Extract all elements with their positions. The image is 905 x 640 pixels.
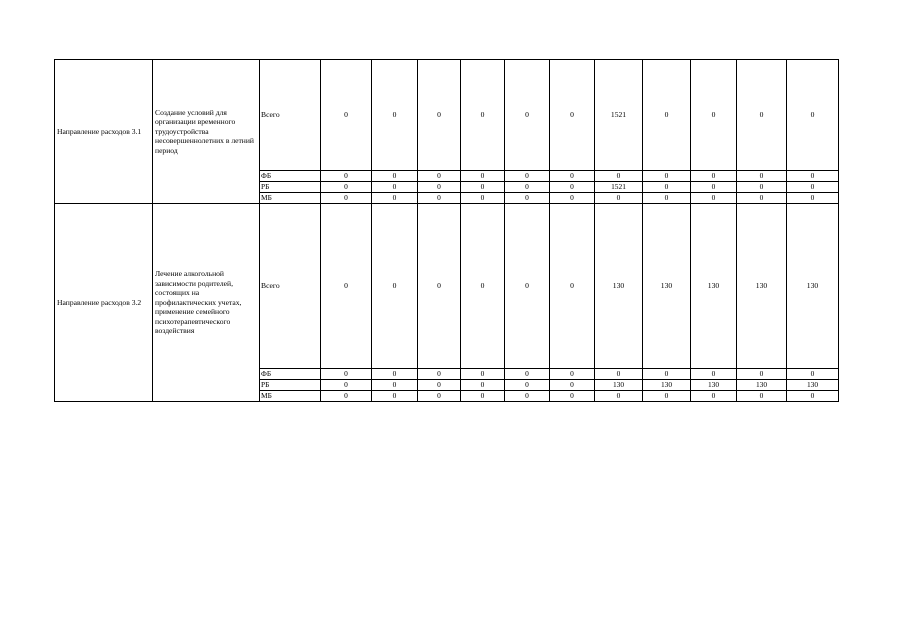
- amount-cell: 0: [691, 171, 737, 182]
- amount-cell: 0: [321, 182, 372, 193]
- budget-table-body: [55, 60, 839, 402]
- amount-cell: 0: [691, 60, 737, 171]
- amount-cell: 0: [461, 193, 505, 204]
- amount-cell: 0: [321, 60, 372, 171]
- amount-cell: 0: [787, 369, 839, 380]
- amount-cell: 0: [461, 391, 505, 402]
- amount-cell: 0: [691, 182, 737, 193]
- amount-cell: 0: [643, 182, 691, 193]
- amount-cell: 0: [787, 60, 839, 171]
- amount-cell: 0: [505, 204, 550, 369]
- amount-cell: 0: [418, 204, 461, 369]
- amount-cell: 130: [787, 380, 839, 391]
- amount-cell: 0: [691, 193, 737, 204]
- amount-cell: 0: [643, 60, 691, 171]
- amount-cell: 130: [691, 380, 737, 391]
- funding-source-cell: МБ: [260, 193, 321, 204]
- amount-cell: 0: [461, 60, 505, 171]
- amount-cell: 0: [550, 391, 595, 402]
- expense-direction-cell: Направление расходов 3.2: [55, 204, 153, 402]
- table-row-total: [55, 60, 839, 171]
- amount-cell: 0: [505, 60, 550, 171]
- amount-cell: 0: [321, 193, 372, 204]
- amount-cell: 0: [595, 369, 643, 380]
- amount-cell: 0: [787, 193, 839, 204]
- activity-description-cell: Создание условий для организации временного трудоустройства несовершеннолетних в летний период: [153, 60, 260, 204]
- amount-cell: 0: [372, 171, 418, 182]
- amount-cell: 0: [461, 369, 505, 380]
- amount-cell: 0: [787, 182, 839, 193]
- amount-cell: 0: [643, 171, 691, 182]
- amount-cell: 0: [321, 171, 372, 182]
- budget-table: [54, 59, 839, 402]
- amount-cell: 0: [418, 369, 461, 380]
- amount-cell: 0: [418, 182, 461, 193]
- amount-cell: 0: [505, 182, 550, 193]
- amount-cell: 0: [372, 60, 418, 171]
- amount-cell: 0: [737, 369, 787, 380]
- amount-cell: 0: [550, 204, 595, 369]
- amount-cell: 0: [372, 204, 418, 369]
- funding-source-cell: РБ: [260, 182, 321, 193]
- table-row-total: [55, 204, 839, 369]
- amount-cell: 0: [461, 182, 505, 193]
- amount-cell: 0: [595, 171, 643, 182]
- amount-cell: 0: [737, 193, 787, 204]
- amount-cell: 0: [550, 380, 595, 391]
- amount-cell: 0: [505, 380, 550, 391]
- amount-cell: 0: [691, 391, 737, 402]
- funding-source-cell: ФБ: [260, 171, 321, 182]
- amount-cell: 0: [461, 204, 505, 369]
- amount-cell: 0: [595, 391, 643, 402]
- amount-cell: 0: [787, 391, 839, 402]
- amount-cell: 0: [643, 391, 691, 402]
- amount-cell: 0: [418, 171, 461, 182]
- amount-cell: 130: [643, 204, 691, 369]
- amount-cell: 1521: [595, 182, 643, 193]
- amount-cell: 0: [505, 369, 550, 380]
- amount-cell: 0: [372, 391, 418, 402]
- amount-cell: 0: [787, 171, 839, 182]
- amount-cell: 0: [461, 380, 505, 391]
- amount-cell: 0: [372, 182, 418, 193]
- funding-source-cell: МБ: [260, 391, 321, 402]
- amount-cell: 0: [321, 391, 372, 402]
- amount-cell: 130: [737, 380, 787, 391]
- amount-cell: 0: [737, 182, 787, 193]
- amount-cell: 0: [372, 369, 418, 380]
- amount-cell: 0: [505, 193, 550, 204]
- funding-source-cell: ФБ: [260, 369, 321, 380]
- amount-cell: 0: [372, 193, 418, 204]
- amount-cell: 130: [595, 380, 643, 391]
- amount-cell: 0: [643, 193, 691, 204]
- amount-cell: 130: [737, 204, 787, 369]
- amount-cell: 0: [550, 193, 595, 204]
- amount-cell: 0: [550, 171, 595, 182]
- amount-cell: 0: [737, 171, 787, 182]
- amount-cell: 0: [372, 380, 418, 391]
- amount-cell: 0: [550, 182, 595, 193]
- funding-source-cell: РБ: [260, 380, 321, 391]
- amount-cell: 0: [418, 60, 461, 171]
- amount-cell: 0: [461, 171, 505, 182]
- amount-cell: 0: [418, 193, 461, 204]
- amount-cell: 0: [418, 391, 461, 402]
- amount-cell: 0: [321, 380, 372, 391]
- amount-cell: 0: [737, 60, 787, 171]
- amount-cell: 0: [321, 204, 372, 369]
- expense-direction-cell: Направление расходов 3.1: [55, 60, 153, 204]
- amount-cell: 130: [691, 204, 737, 369]
- amount-cell: 130: [787, 204, 839, 369]
- funding-source-cell: Всего: [260, 204, 321, 369]
- funding-source-cell: Всего: [260, 60, 321, 171]
- activity-description-cell: Лечение алкогольной зависимости родителей, состоящих на профилактических учетах, применение семейного психотерапевтического воздействия: [153, 204, 260, 402]
- amount-cell: 0: [550, 60, 595, 171]
- amount-cell: 0: [418, 380, 461, 391]
- amount-cell: 0: [505, 171, 550, 182]
- amount-cell: 0: [737, 391, 787, 402]
- amount-cell: 0: [550, 369, 595, 380]
- amount-cell: 0: [505, 391, 550, 402]
- amount-cell: 0: [691, 369, 737, 380]
- amount-cell: 0: [321, 369, 372, 380]
- amount-cell: 1521: [595, 60, 643, 171]
- amount-cell: 130: [595, 204, 643, 369]
- amount-cell: 0: [595, 193, 643, 204]
- amount-cell: 130: [643, 380, 691, 391]
- amount-cell: 0: [643, 369, 691, 380]
